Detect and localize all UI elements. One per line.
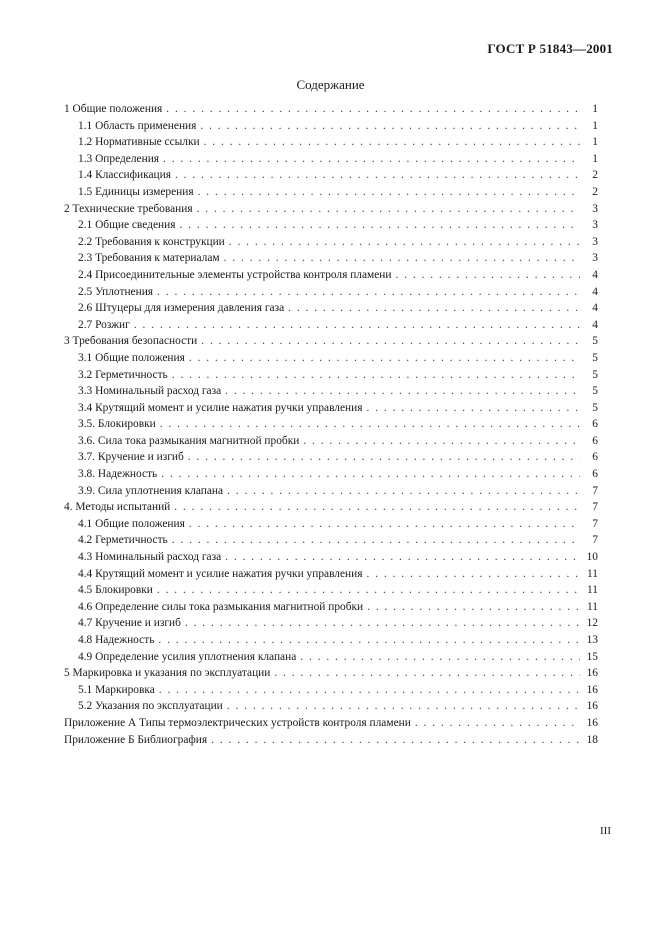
toc-entry-page: 11 <box>587 584 598 597</box>
toc-entry-page: 16 <box>586 683 598 696</box>
toc-entry-page: 4 <box>592 285 598 298</box>
toc-entry-page: 10 <box>586 551 598 564</box>
toc-subsection-entry[interactable] <box>64 169 598 186</box>
toc-entry-label: 4.5 Блокировки <box>78 584 153 597</box>
toc-subsection-entry[interactable] <box>64 435 598 452</box>
toc-entry-page: 7 <box>592 517 598 530</box>
toc-entry-label: 3 Требования безопасности <box>64 335 198 348</box>
toc-subsection-entry[interactable] <box>64 451 598 468</box>
toc-entry-label: 4.3 Номинальный расход газа <box>78 551 222 564</box>
toc-entry-page: 16 <box>586 700 598 713</box>
toc-entry-page: 16 <box>586 716 598 729</box>
dot-leader <box>274 667 580 679</box>
dot-leader <box>224 252 580 264</box>
toc-subsection-entry[interactable] <box>64 617 598 634</box>
toc-entry-page: 3 <box>592 219 598 232</box>
toc-section-entry[interactable] <box>64 717 598 734</box>
toc-subsection-entry[interactable] <box>64 120 598 137</box>
toc-subsection-entry[interactable] <box>64 286 598 303</box>
toc-entry-label: 4.8 Надежность <box>78 634 155 646</box>
document-code: ГОСТ Р 51843—2001 <box>487 41 613 56</box>
toc-entry-page: 1 <box>592 103 598 115</box>
page-title: Содержание <box>296 77 365 92</box>
toc-subsection-entry[interactable] <box>64 319 598 336</box>
dot-leader <box>396 269 581 281</box>
dot-leader <box>288 302 580 314</box>
toc-entry-page: 3 <box>592 252 598 265</box>
toc-entry-page: 7 <box>592 484 598 497</box>
toc-entry-page: 7 <box>592 534 598 547</box>
dot-leader <box>415 717 580 729</box>
toc-section-entry[interactable] <box>64 501 598 518</box>
toc-entry-label: 3.2 Герметичность <box>78 368 168 381</box>
toc-entry-label: 2.2 Требования к конструкции <box>78 235 225 248</box>
toc-entry-label: 2 Технические требования <box>64 202 193 215</box>
toc-section-entry[interactable] <box>64 103 598 120</box>
dot-leader <box>189 518 580 530</box>
toc-entry-label: 1.4 Классификация <box>78 169 171 182</box>
toc-entry-page: 3 <box>592 235 598 248</box>
toc-entry-page: 2 <box>592 185 598 198</box>
toc-subsection-entry[interactable] <box>64 352 598 369</box>
dot-leader <box>185 617 580 629</box>
dot-leader <box>300 651 580 663</box>
toc-entry-page: 3 <box>592 202 598 215</box>
toc-entry-page: 7 <box>592 501 598 514</box>
dot-leader <box>367 601 580 613</box>
toc-entry-label: 3.6. Сила тока размыкания магнитной пробки <box>78 434 300 447</box>
toc-entry-label: 5.1 Маркировка <box>78 683 155 696</box>
dot-leader <box>201 335 580 347</box>
toc-entry-label: 3.1 Общие положения <box>78 351 185 364</box>
toc-entry-page: 15 <box>586 650 598 663</box>
toc-entry-label: 3.7. Кручение и изгиб <box>78 451 184 464</box>
toc-entry-label: 5 Маркировка и указания по эксплуатации <box>64 667 271 680</box>
dot-leader <box>229 236 580 248</box>
toc-entry-label: 4.2 Герметичность <box>78 534 168 547</box>
toc-subsection-entry[interactable] <box>64 186 598 203</box>
toc-subsection-entry[interactable] <box>64 584 598 601</box>
toc-subsection-entry[interactable] <box>64 651 598 668</box>
toc-entry-label: 3.4 Крутящий момент и усилие нажатия ручки управления <box>78 401 363 414</box>
table-of-contents <box>64 103 598 750</box>
dot-leader <box>198 186 580 198</box>
toc-entry-page: 4 <box>592 318 598 331</box>
toc-entry-label: 4.4 Крутящий момент и усилие нажатия ручки управления <box>78 567 363 580</box>
toc-entry-label: 2.6 Штуцеры для измерения давления газа <box>78 302 285 315</box>
dot-leader <box>134 319 580 331</box>
dot-leader <box>172 369 580 381</box>
dot-leader <box>161 468 580 480</box>
toc-entry-label: 3.3 Номинальный расход газа <box>78 385 222 398</box>
dot-leader <box>160 418 580 430</box>
toc-subsection-entry[interactable] <box>64 252 598 269</box>
dot-leader <box>227 485 580 497</box>
dot-leader <box>166 103 580 115</box>
toc-subsection-entry[interactable] <box>64 236 598 253</box>
toc-subsection-entry[interactable] <box>64 418 598 435</box>
toc-entry-page: 11 <box>587 600 598 613</box>
toc-entry-page: 6 <box>592 468 598 481</box>
toc-subsection-entry[interactable] <box>64 568 598 585</box>
toc-entry-page: 5 <box>592 368 598 381</box>
toc-entry-label: 1.5 Единицы измерения <box>78 185 194 198</box>
dot-leader <box>174 501 580 513</box>
toc-entry-label: 1 Общие положения <box>64 103 163 115</box>
toc-entry-page: 5 <box>592 335 598 348</box>
toc-subsection-entry[interactable] <box>64 551 598 568</box>
toc-entry-page: 12 <box>586 617 598 630</box>
toc-subsection-entry[interactable] <box>64 485 598 502</box>
toc-entry-page: 11 <box>587 567 598 580</box>
dot-leader <box>366 402 580 414</box>
dot-leader <box>204 136 580 148</box>
toc-entry-label: 2.1 Общие сведения <box>78 219 176 232</box>
toc-section-entry[interactable] <box>64 335 598 352</box>
toc-entry-label: 2.5 Уплотнения <box>78 285 154 298</box>
toc-entry-page: 1 <box>592 119 598 132</box>
toc-entry-label: 1.1 Область применения <box>78 119 197 132</box>
toc-entry-label: 4.6 Определение силы тока размыкания магнитной пробки <box>78 600 364 613</box>
dot-leader <box>179 219 580 231</box>
toc-entry-label: 4.7 Кручение и изгиб <box>78 617 181 630</box>
toc-entry-page: 6 <box>592 434 598 447</box>
toc-entry-page: 2 <box>592 169 598 182</box>
toc-entry-page: 18 <box>586 733 598 746</box>
toc-subsection-entry[interactable] <box>64 219 598 236</box>
dot-leader <box>172 534 580 546</box>
toc-subsection-entry[interactable] <box>64 153 598 170</box>
dot-leader <box>200 120 580 132</box>
dot-leader <box>211 734 580 746</box>
dot-leader <box>175 169 580 181</box>
toc-entry-label: 4.9 Определение усилия уплотнения клапана <box>78 650 297 663</box>
toc-entry-label: 4.1 Общие положения <box>78 517 185 530</box>
toc-entry-label: 1.3 Определения <box>78 152 160 165</box>
dot-leader <box>303 435 580 447</box>
toc-entry-page: 16 <box>586 667 598 680</box>
dot-leader <box>227 700 580 712</box>
toc-entry-label: 5.2 Указания по эксплуатации <box>78 700 223 713</box>
toc-subsection-entry[interactable] <box>64 136 598 153</box>
toc-subsection-entry[interactable] <box>64 302 598 319</box>
dot-leader <box>189 352 580 364</box>
page-number: III <box>600 825 611 837</box>
dot-leader <box>159 684 580 696</box>
toc-subsection-entry[interactable] <box>64 700 598 717</box>
toc-section-entry[interactable] <box>64 667 598 684</box>
toc-subsection-entry[interactable] <box>64 269 598 286</box>
dot-leader <box>366 568 580 580</box>
toc-entry-page: 5 <box>592 351 598 364</box>
toc-subsection-entry[interactable] <box>64 534 598 551</box>
toc-subsection-entry[interactable] <box>64 634 598 651</box>
toc-subsection-entry[interactable] <box>64 385 598 402</box>
toc-entry-page: 6 <box>592 418 598 431</box>
toc-subsection-entry[interactable] <box>64 468 598 485</box>
toc-entry-label: Приложение Б Библиография <box>64 733 208 746</box>
dot-leader <box>225 551 580 563</box>
dot-leader <box>197 203 580 215</box>
toc-entry-page: 13 <box>586 634 598 646</box>
toc-entry-label: 1.2 Нормативные ссылки <box>78 136 200 149</box>
dot-leader <box>157 584 580 596</box>
toc-entry-label: 3.5. Блокировки <box>78 418 156 431</box>
toc-entry-label: 2.4 Присоединительные элементы устройства контроля пламени <box>78 268 392 281</box>
toc-entry-page: 6 <box>592 451 598 464</box>
toc-subsection-entry[interactable] <box>64 402 598 419</box>
toc-entry-label: 3.9. Сила уплотнения клапана <box>78 484 224 497</box>
toc-subsection-entry[interactable] <box>64 601 598 618</box>
toc-entry-page: 1 <box>592 136 598 149</box>
toc-entry-label: 4. Методы испытаний <box>64 501 171 514</box>
toc-section-entry[interactable] <box>64 734 598 751</box>
toc-entry-page: 1 <box>592 152 598 165</box>
dot-leader <box>225 385 580 397</box>
toc-subsection-entry[interactable] <box>64 684 598 701</box>
toc-section-entry[interactable] <box>64 203 598 220</box>
toc-entry-page: 4 <box>592 268 598 281</box>
toc-subsection-entry[interactable] <box>64 518 598 535</box>
toc-entry-page: 5 <box>592 401 598 414</box>
toc-entry-page: 5 <box>592 385 598 398</box>
toc-entry-label: 2.7 Розжиг <box>78 318 130 331</box>
toc-subsection-entry[interactable] <box>64 369 598 386</box>
dot-leader <box>158 634 580 646</box>
dot-leader <box>157 286 580 298</box>
toc-entry-label: 3.8. Надежность <box>78 468 158 481</box>
dot-leader <box>163 153 580 165</box>
toc-entry-label: 2.3 Требования к материалам <box>78 252 220 265</box>
toc-entry-page: 4 <box>592 302 598 315</box>
dot-leader <box>188 451 580 463</box>
toc-entry-label: Приложение А Типы термоэлектрических устройств контроля пламени <box>64 716 411 729</box>
